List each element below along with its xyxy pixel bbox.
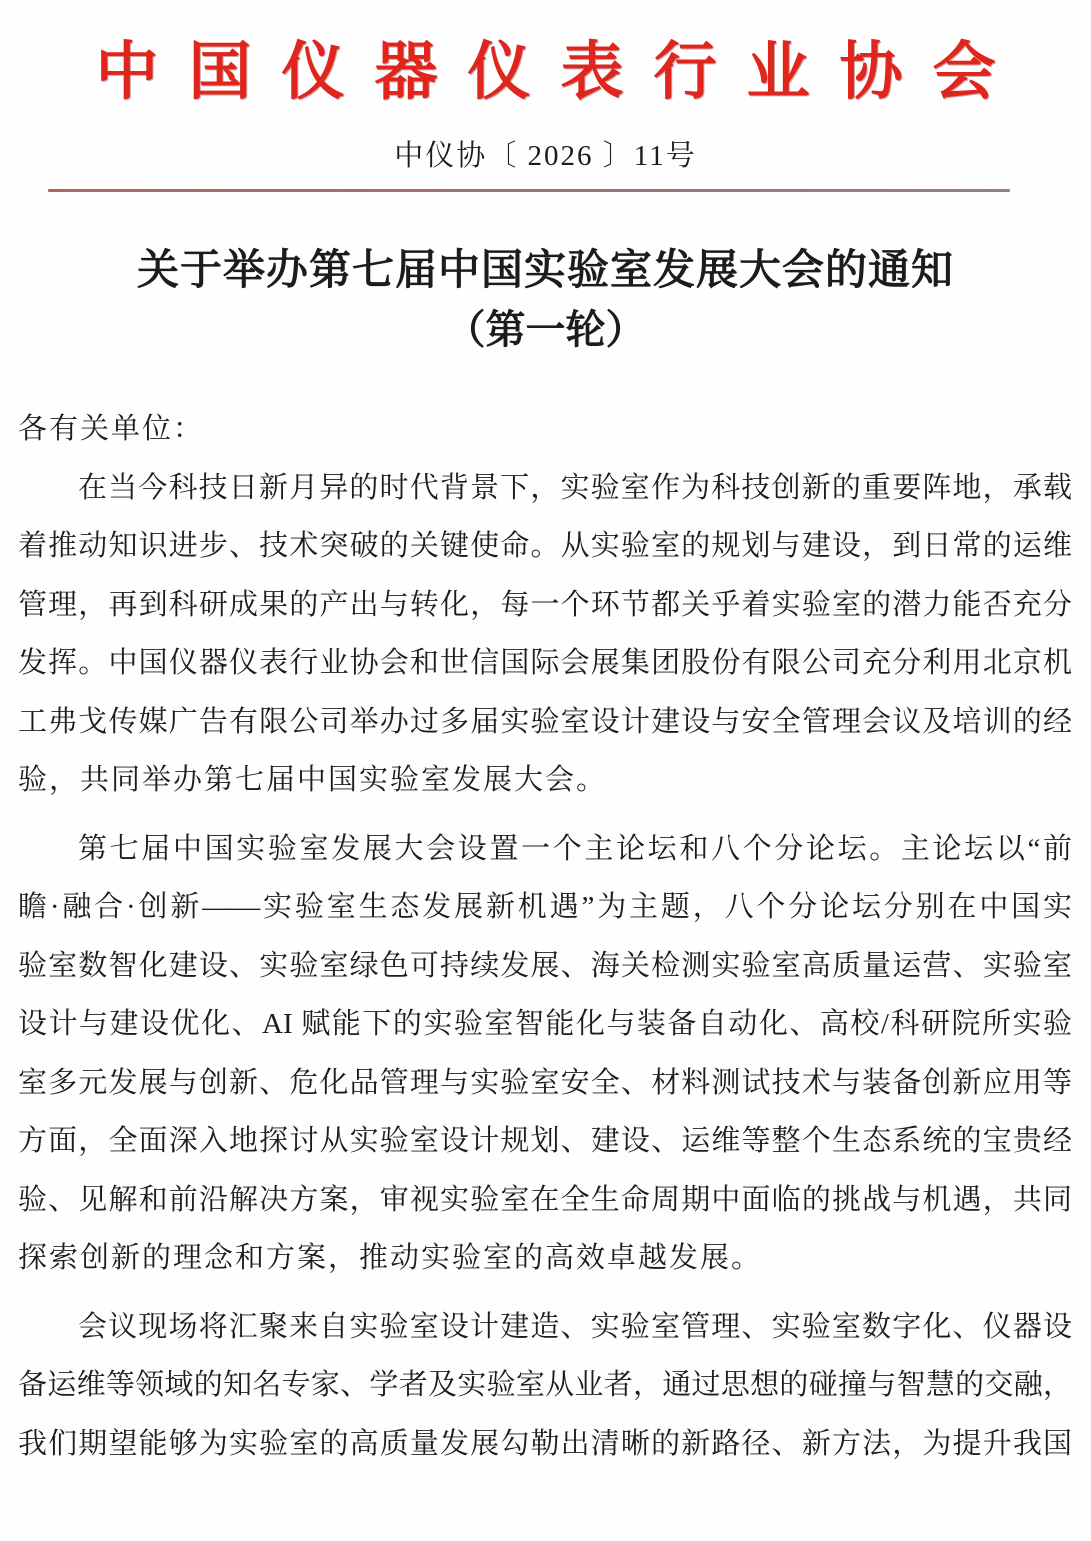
body-line: 着推动知识进步、技术突破的关键使命。从实验室的规划与建设，到日常的运维 <box>18 530 1072 562</box>
body-line: 工弗戈传媒广告有限公司举办过多届实验室设计建设与安全管理会议及培训的经 <box>18 705 1072 738</box>
salutation: 各有关单位： <box>18 413 205 445</box>
body-line: 瞻·融合·创新——实验室生态发展新机遇”为主题，八个分论坛分别在中国实 <box>18 891 1072 923</box>
letterhead-org-name: 中国仪器仪表行业协会 <box>95 37 1026 107</box>
body-line: 备运维等领域的知名专家、学者及实验室从业者，通过思想的碰撞与智慧的交融， <box>18 1369 1072 1401</box>
body-line: 发挥。中国仪器仪表行业协会和世信国际会展集团股份有限公司充分利用北京机 <box>18 647 1072 679</box>
body-line: 方面，全面深入地探讨从实验室设计规划、建设、运维等整个生态系统的宝贵经 <box>18 1125 1072 1157</box>
paragraph <box>18 1298 1072 1474</box>
notice-subtitle: （第一轮） <box>445 307 646 352</box>
body-line: 验，共同举办第七届中国实验室发展大会。 <box>18 764 608 796</box>
body-line: 在当今科技日新月异的时代背景下，实验室作为科技创新的重要阵地，承载 <box>78 471 1072 504</box>
body-line: 验室数智化建设、实验室绿色可持续发展、海关检测实验室高质量运营、实验室 <box>18 949 1072 982</box>
body-line: 室多元发展与创新、危化品管理与实验室安全、材料测试技术与装备创新应用等 <box>18 1066 1072 1099</box>
document-body <box>0 400 1091 1473</box>
body-line: 设计与建设优化、AI 赋能下的实验室智能化与装备自动化、高校/科研院所实验 <box>18 1008 1072 1040</box>
body-line: 管理，再到科研成果的产出与转化，每一个环节都关乎着实验室的潜力能否充分 <box>18 588 1072 621</box>
document-number: 中仪协〔 2026 〕11号 <box>394 140 697 172</box>
body-line: 第七届中国实验室发展大会设置一个主论坛和八个分论坛。主论坛以“前 <box>78 832 1072 865</box>
body-line: 会议现场将汇聚来自实验室设计建造、实验室管理、实验室数字化、仪器设 <box>78 1310 1072 1343</box>
body-paragraphs <box>18 459 1072 1474</box>
notice-title: 关于举办第七届中国实验室发展大会的通知 <box>136 248 954 294</box>
body-line: 探索创新的理念和方案，推动实验室的高效卓越发展。 <box>18 1242 763 1274</box>
red-divider-line <box>48 189 1010 192</box>
body-line: 我们期望能够为实验室的高质量发展勾勒出清晰的新路径、新方法，为提升我国 <box>18 1427 1072 1460</box>
paragraph <box>18 820 1072 1288</box>
paragraph <box>18 459 1072 810</box>
body-line: 验、见解和前沿解决方案，审视实验室在全生命周期中面临的挑战与机遇，共同 <box>18 1183 1072 1216</box>
